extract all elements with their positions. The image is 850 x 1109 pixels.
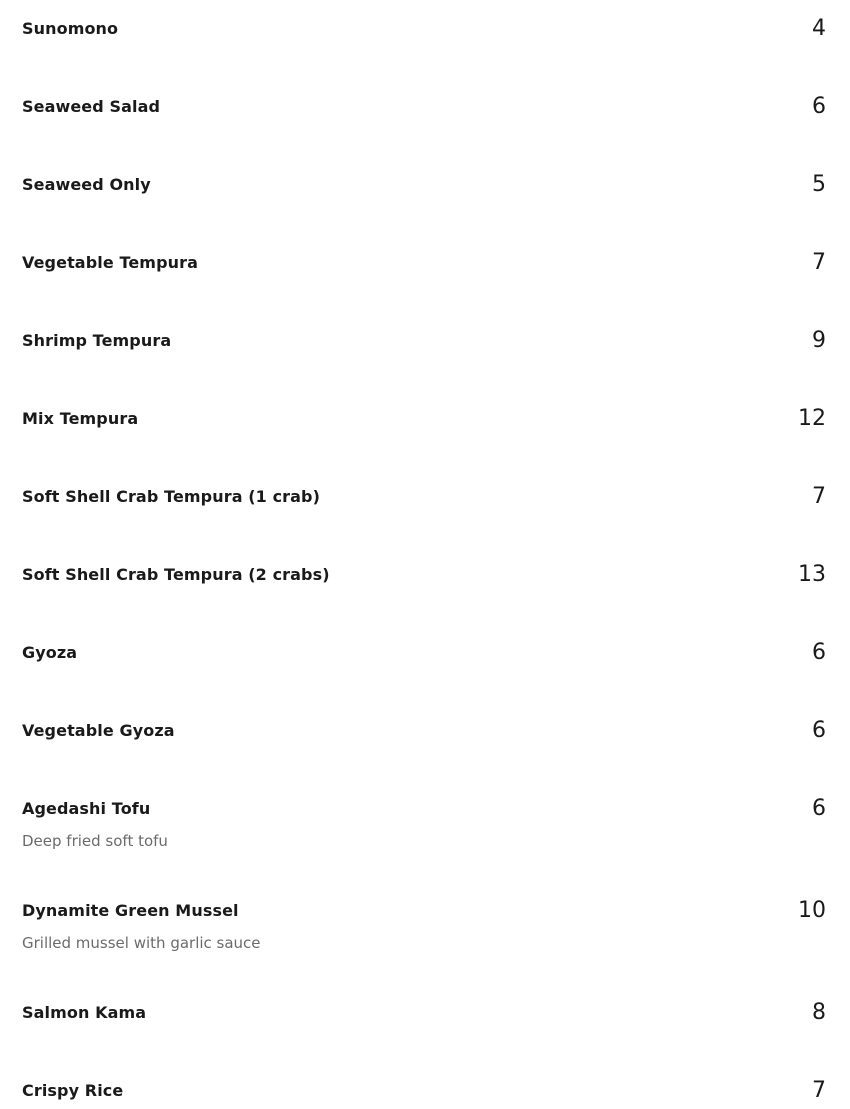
item-price: 13 bbox=[798, 562, 826, 587]
item-price: 7 bbox=[812, 1078, 826, 1103]
item-price: 7 bbox=[812, 250, 826, 275]
item-name: Mix Tempura bbox=[22, 409, 139, 428]
item-name: Vegetable Gyoza bbox=[22, 721, 175, 740]
item-description: Deep fried soft tofu bbox=[22, 832, 168, 850]
item-name: Crispy Rice bbox=[22, 1081, 124, 1100]
item-name: Agedashi Tofu bbox=[22, 799, 151, 818]
item-price: 8 bbox=[812, 1000, 826, 1025]
item-price: 6 bbox=[812, 796, 826, 821]
item-name: Gyoza bbox=[22, 643, 78, 662]
item-name: Dynamite Green Mussel bbox=[22, 901, 239, 920]
item-price: 10 bbox=[798, 898, 826, 923]
item-price: 6 bbox=[812, 718, 826, 743]
item-price: 6 bbox=[812, 640, 826, 665]
item-name: Salmon Kama bbox=[22, 1003, 147, 1022]
item-name: Vegetable Tempura bbox=[22, 253, 199, 272]
item-price: 12 bbox=[798, 406, 826, 431]
item-price: 7 bbox=[812, 484, 826, 509]
item-price: 5 bbox=[812, 172, 826, 197]
item-price: 9 bbox=[812, 328, 826, 353]
item-name: Seaweed Salad bbox=[22, 97, 161, 116]
item-price: 4 bbox=[812, 16, 826, 41]
item-name: Soft Shell Crab Tempura (1 crab) bbox=[22, 487, 321, 506]
item-name: Shrimp Tempura bbox=[22, 331, 172, 350]
item-name: Seaweed Only bbox=[22, 175, 151, 194]
item-name: Sunomono bbox=[22, 19, 119, 38]
item-price: 6 bbox=[812, 94, 826, 119]
item-description: Grilled mussel with garlic sauce bbox=[22, 934, 261, 952]
item-name: Soft Shell Crab Tempura (2 crabs) bbox=[22, 565, 330, 584]
